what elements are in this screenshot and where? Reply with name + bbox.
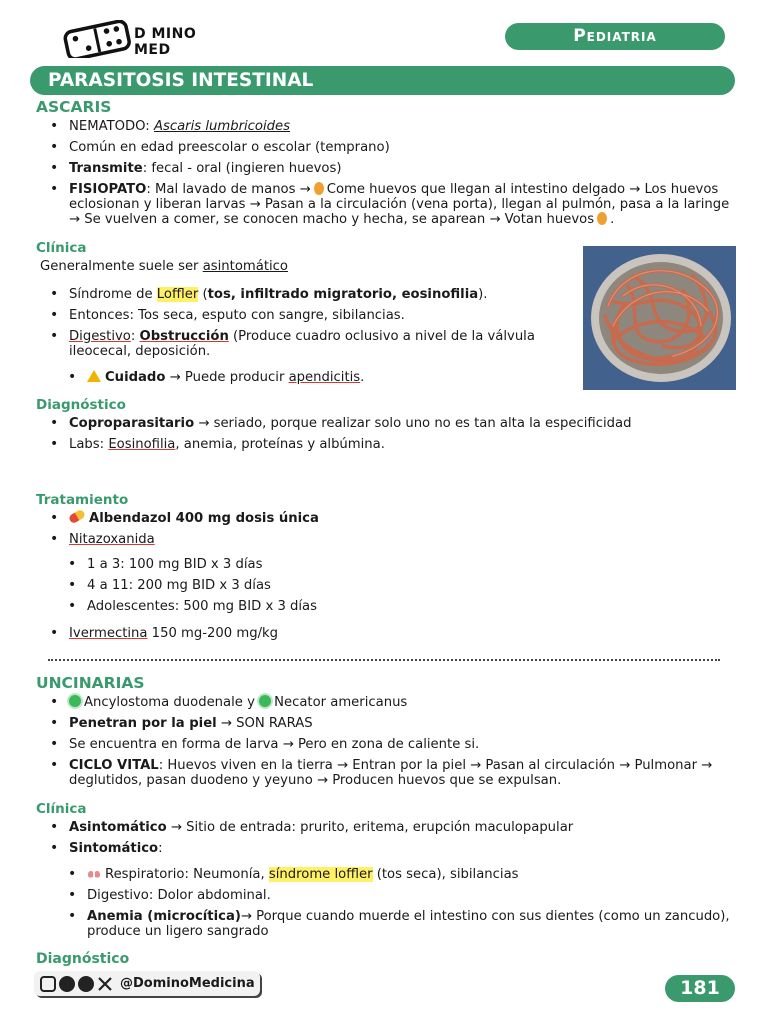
list-item: • Digestivo: Obstrucción (Produce cuadro oclusivo a nivel de la válvula ileocecal, deposición. <box>50 329 582 359</box>
sintomatico-list <box>68 867 733 939</box>
social-handle[interactable]: @DominoMedicina <box>120 976 255 991</box>
clinica-intro: Generalmente suele ser asintomático <box>40 259 288 274</box>
ascaris-heading: ASCARIS <box>36 98 112 116</box>
domino-tile-icon <box>62 20 134 58</box>
list-item: • Nitazoxanida <box>50 532 740 547</box>
list-item: • Labs: Eosinofilia, anemia, proteínas y albúmina. <box>50 437 740 452</box>
list-item: • NEMATODO: Ascaris lumbricoides <box>50 119 740 134</box>
ascaris-list <box>50 119 740 227</box>
diagnostico-heading: Diagnóstico <box>36 397 126 413</box>
section-divider <box>48 657 720 661</box>
egg-icon <box>597 212 607 225</box>
list-item: • Transmite: fecal - oral (ingieren huevos) <box>50 161 740 176</box>
pill-icon <box>68 509 86 525</box>
list-item: • Síndrome de Loffler (tos, infiltrado migratorio, eosinofilia). <box>50 287 582 302</box>
list-item: • Penetran por la piel → SON RARAS <box>50 716 730 731</box>
list-item: • 4 a 11: 200 mg BID x 3 días <box>68 578 317 593</box>
list-item: • Respiratorio: Neumonía, síndrome loffler (tos seca), sibilancias <box>68 867 733 882</box>
clinica-heading: Clínica <box>36 240 87 256</box>
page-number: 181 <box>665 975 735 1002</box>
list-item: • Cuidado → Puede producir apendicitis. <box>68 370 364 385</box>
list-item: • Albendazol 400 mg dosis única <box>50 511 740 526</box>
telegram-icon[interactable] <box>78 976 94 992</box>
list-item: • CICLO VITAL: Huevos viven en la tierra → Entran por la piel → Pasan al circulación → Pulmonar → deglutidos, pasan duodeno y yeyuno → Producen huevos que se expulsan. <box>50 758 730 788</box>
list-item: • Ancylostoma duodenale y Necator americanus <box>50 695 730 710</box>
ascaris-diag-list <box>50 416 740 452</box>
list-item: • Común en edad preescolar o escolar (temprano) <box>50 140 740 155</box>
tratamiento-heading: Tratamiento <box>36 492 129 508</box>
uncinarias-heading: UNCINARIAS <box>36 674 145 692</box>
uncinarias-diagnostico-heading: Diagnóstico <box>36 951 130 967</box>
microbe-icon <box>69 695 81 707</box>
brand-name <box>134 26 196 58</box>
egg-icon <box>314 182 324 195</box>
worms-image <box>583 246 736 390</box>
list-item: • Ivermectina 150 mg-200 mg/kg <box>50 626 278 641</box>
cuidado-list <box>68 370 364 385</box>
lungs-icon <box>87 867 101 879</box>
list-item: • Anemia (microcítica)→ Porque cuando muerde el intestino con sus dientes (como un zancudo), produce un ligero sangrado <box>68 909 733 939</box>
list-item: • Digestivo: Dolor abdominal. <box>68 888 733 903</box>
microbe-icon <box>259 695 271 707</box>
x-icon[interactable] <box>97 976 113 992</box>
list-item: • Entonces: Tos seca, esputo con sangre, sibilancias. <box>50 308 582 323</box>
list-item: • FISIOPATO: Mal lavado de manos → Come huevos que llegan al intestino delgado → Los huevos eclosionan y liberan larvas → Pasan a la circulación (vena porta), llegan al pulmón, pasa a la laringe → Se vuelven a comer, se conocen macho y hecha, se aparean → Votan huevos . <box>50 182 740 227</box>
list-item: • Sintomático: <box>50 841 740 856</box>
list-item: • Asintomático → Sitio de entrada: prurito, eritema, erupción maculopapular <box>50 820 740 835</box>
list-item: • Adolescentes: 500 mg BID x 3 días <box>68 599 317 614</box>
uncinarias-list <box>50 695 730 788</box>
list-item: • Se encuentra en forma de larva → Pero en zona de caliente si. <box>50 737 730 752</box>
list-item: • 1 a 3: 100 mg BID x 3 días <box>68 557 317 572</box>
social-bar[interactable] <box>34 971 260 996</box>
nitazoxanida-dose-list <box>68 557 317 614</box>
treatment-list <box>50 511 740 547</box>
ascaris-photo <box>583 246 736 390</box>
uncinarias-clinica-list <box>50 820 740 856</box>
species-name: Ascaris lumbricoides <box>153 119 290 134</box>
uncinarias-clinica-heading: Clínica <box>36 801 87 817</box>
domino-logo <box>62 18 212 62</box>
instagram-icon[interactable] <box>40 976 56 992</box>
ascaris-clinica-list <box>50 287 582 359</box>
warning-icon <box>87 370 101 382</box>
tiktok-icon[interactable] <box>59 976 75 992</box>
page-title: PARASITOSIS INTESTINAL <box>30 66 735 95</box>
ivermectina-list <box>50 626 278 641</box>
brand-line-2: MED <box>134 42 171 58</box>
list-item: • Coproparasitario → seriado, porque realizar solo uno no es tan alta la especificidad <box>50 416 740 431</box>
brand-line-1: D MINO <box>134 26 197 42</box>
specialty-badge: Pediatria <box>505 23 725 50</box>
